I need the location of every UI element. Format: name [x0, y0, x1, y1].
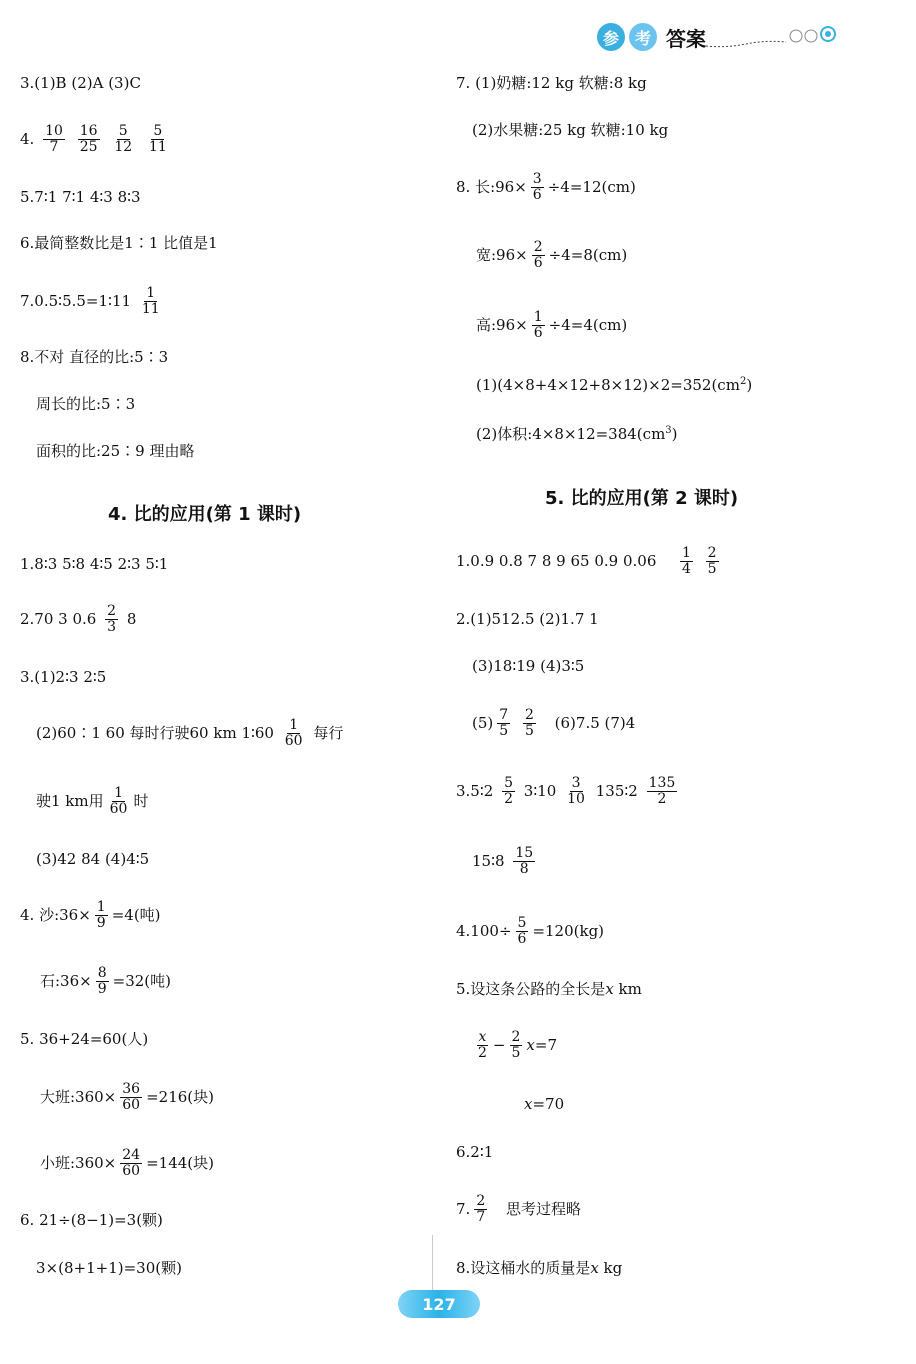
fraction: $\frac{5}{6}$ — [517, 915, 527, 948]
answer-l-p5-b — [40, 1082, 214, 1114]
answer-r-q8-c-head: 高:96× — [476, 315, 528, 334]
fraction: $\frac{1}{6}$ — [533, 309, 543, 342]
answer-r-q8-d — [476, 377, 752, 393]
answer-l-p4-a-tail: =4(吨) — [111, 905, 161, 924]
fraction: $\frac{16}{25}$ — [79, 123, 98, 156]
answer-r-r3-a — [456, 776, 681, 808]
answer-l-p4-a-head: 4. 沙:36× — [20, 905, 91, 924]
answer-r-r7 — [456, 1194, 581, 1226]
fraction: $\frac{5}{12}$ — [114, 123, 133, 156]
column-divider — [432, 1235, 433, 1295]
answer-l-p5-b-head: 大班:360× — [40, 1087, 117, 1106]
answer-r-r1-text: 1.0.9 0.8 7 8 9 65 0.9 0.06 — [456, 551, 657, 570]
fraction: $\frac{7}{5}$ — [499, 707, 509, 740]
answer-l-q7 — [20, 286, 166, 318]
answer-l-q6: 6.最简整数比是1∶1 比值是1 — [20, 234, 218, 252]
answer-r-q8-a-head: 8. 长:96× — [456, 177, 527, 196]
fraction: $\frac{1}{11}$ — [141, 285, 160, 318]
answer-r-r8-tail: kg — [598, 1259, 623, 1277]
answer-r-r5-a-tail: km — [613, 980, 642, 998]
answer-l-p3-a: 3.(1)2∶3 2∶5 — [20, 668, 107, 686]
variable: x — [590, 1259, 599, 1277]
answer-l-p3-c — [36, 786, 148, 818]
answer-r-q7-b: (2)水果糖:25 kg 软糖:10 kg — [472, 121, 669, 139]
answer-r-r6: 6.2∶1 — [456, 1143, 494, 1161]
answer-r-q8-d-tail: ) — [746, 376, 753, 394]
fraction: $\frac{10}{7}$ — [45, 123, 63, 156]
fraction: $\frac{3}{10}$ — [567, 775, 585, 808]
fraction: $\frac{2}{6}$ — [533, 239, 543, 272]
decorative-swirl-icon — [706, 22, 856, 52]
fraction: $\frac{2}{7}$ — [476, 1193, 486, 1226]
minus-sign: − — [492, 1035, 506, 1054]
answer-r-q8-b — [476, 240, 627, 272]
answer-r-r7-head: 7. — [456, 1199, 471, 1218]
answer-r-r5-a-head: 5.设这条公路的全长是 — [456, 980, 606, 998]
variable: x — [524, 1095, 533, 1113]
answer-r-r5-a — [456, 982, 642, 997]
section-heading-1: 4. 比的应用(第 1 课时) — [108, 504, 302, 525]
answer-l-p6-a: 6. 21÷(8−1)=3(颗) — [20, 1211, 163, 1229]
answer-l-p2-text: 2.70 3 0.6 — [20, 609, 97, 628]
header-title: 答案 — [666, 26, 706, 51]
variable: x — [526, 1035, 535, 1054]
variable: x — [605, 980, 614, 998]
answer-l-q8-b: 周长的比:5∶3 — [36, 395, 136, 413]
fraction: $\frac{2}{5}$ — [524, 707, 534, 740]
answer-l-p1: 1.8∶3 5∶8 4∶5 2∶3 5∶1 — [20, 555, 169, 573]
answer-l-p5-b-tail: =216(块) — [146, 1087, 214, 1106]
fraction: $\frac{2}{3}$ — [107, 603, 117, 636]
superscript: 3 — [665, 425, 672, 436]
answer-l-p2-tail: 8 — [126, 609, 137, 628]
fraction: $\frac{1}{9}$ — [96, 899, 106, 932]
answer-r-r3-a-2: 3∶10 — [523, 781, 557, 800]
answer-r-r7-tail: 思考过程略 — [506, 1199, 582, 1218]
answer-r-q8-e — [476, 426, 678, 442]
answer-r-q7-a: 7. (1)奶糖:12 kg 软糖:8 kg — [456, 74, 647, 92]
answer-r-r8 — [456, 1261, 622, 1276]
answer-r-r5-b — [472, 1030, 557, 1062]
answer-l-p5-c — [40, 1148, 214, 1180]
fraction: $\frac{3}{6}$ — [532, 171, 542, 204]
answer-r-r2-c-head: (5) — [472, 713, 494, 732]
answer-r-r3-a-1: 3.5∶2 — [456, 781, 494, 800]
badge-char-1: 参 — [596, 22, 626, 52]
answer-r-q8-b-head: 宽:96× — [476, 245, 528, 264]
answer-l-p3-b-tail: 每行 — [313, 723, 344, 742]
answer-l-p3-c-head: 驶1 km用 — [36, 791, 104, 810]
answer-r-r4-tail: =120(kg) — [532, 921, 605, 940]
fraction: $\frac{2}{5}$ — [511, 1029, 521, 1062]
header-badge — [596, 20, 856, 54]
fraction: $\frac{1}{60}$ — [109, 785, 128, 818]
fraction: $\frac{8}{9}$ — [97, 965, 107, 998]
fraction: $\frac{15}{8}$ — [515, 845, 534, 878]
answer-r-r2-a: 2.(1)512.5 (2)1.7 1 — [456, 610, 599, 628]
fraction: $\frac{135}{2}$ — [648, 775, 676, 808]
answer-l-p6-b: 3×(8+1+1)=30(颗) — [36, 1259, 182, 1277]
section-heading-2: 5. 比的应用(第 2 课时) — [545, 488, 739, 509]
answer-r-q8-a-tail: ÷4=12(cm) — [547, 177, 636, 196]
answer-l-q7-text: 7.0.5∶5.5=1∶11 — [20, 291, 132, 310]
answer-r-r5-b-tail: =7 — [534, 1035, 558, 1054]
fraction: $\frac{5}{11}$ — [148, 123, 167, 156]
answer-l-q5: 5.7∶1 7∶1 4∶3 8∶3 — [20, 188, 141, 206]
answer-r-r3-b — [472, 846, 539, 878]
answer-r-r4 — [456, 916, 604, 948]
answer-r-r1 — [456, 546, 723, 578]
answer-l-p5-a: 5. 36+24=60(人) — [20, 1030, 149, 1048]
fraction: $\frac{2}{5}$ — [707, 545, 717, 578]
answer-r-q8-d-head: (1)(4×8+4×12+8×12)×2=352(cm — [476, 376, 740, 394]
answer-r-r8-head: 8.设这桶水的质量是 — [456, 1259, 591, 1277]
answer-l-p3-d: (3)42 84 (4)4∶5 — [36, 850, 150, 868]
fraction: $\frac{24}{60}$ — [122, 1147, 141, 1180]
answer-l-p4-b — [40, 966, 171, 998]
answer-r-r2-c — [472, 708, 635, 740]
answer-l-p3-b — [36, 718, 343, 750]
answer-l-q8-c: 面积的比:25∶9 理由略 — [36, 442, 195, 460]
answer-r-r5-c — [524, 1097, 564, 1112]
answer-l-p3-c-tail: 时 — [133, 791, 149, 810]
answer-l-q4-prefix: 4. — [20, 129, 35, 148]
answer-l-q8-a: 8.不对 直径的比:5∶3 — [20, 348, 169, 366]
fraction: $\frac{1}{4}$ — [681, 545, 691, 578]
answer-r-q8-e-tail: ) — [671, 425, 678, 443]
answer-l-p2 — [20, 604, 136, 636]
answer-r-r5-c-tail: =70 — [532, 1095, 565, 1113]
answer-r-r3-a-3: 135∶2 — [595, 781, 638, 800]
answer-r-q8-e-head: (2)体积:4×8×12=384(cm — [476, 425, 666, 443]
badge-char-2: 考 — [628, 22, 658, 52]
answer-l-p4-b-tail: =32(吨) — [112, 971, 172, 990]
answer-r-r4-head: 4.100÷ — [456, 921, 512, 940]
fraction: $\frac{5}{2}$ — [504, 775, 514, 808]
answer-r-r3-b-1: 15∶8 — [472, 851, 505, 870]
answer-r-q8-c — [476, 310, 627, 342]
answer-l-p3-b-text: (2)60∶1 60 每时行驶60 km 1∶60 — [36, 723, 274, 742]
answer-r-q8-a — [456, 172, 636, 204]
answer-l-q3: 3.(1)B (2)A (3)C — [20, 74, 141, 92]
fraction: $\frac{1}{60}$ — [284, 717, 303, 750]
superscript: 2 — [739, 376, 747, 387]
fraction: $\frac{36}{60}$ — [122, 1081, 141, 1114]
answer-l-q4 — [20, 124, 173, 156]
answer-l-p4-b-head: 石:36× — [40, 971, 92, 990]
page-number: 127 — [398, 1290, 480, 1318]
answer-r-r2-c-tail: (6)7.5 (7)4 — [554, 713, 636, 732]
answer-r-q8-c-tail: ÷4=4(cm) — [548, 315, 628, 334]
fraction: $\frac{x}{2}$ — [478, 1029, 487, 1062]
answer-l-p5-c-tail: =144(块) — [146, 1153, 214, 1172]
answer-r-q8-b-tail: ÷4=8(cm) — [548, 245, 628, 264]
page-number-badge — [398, 1290, 480, 1318]
answer-r-r2-b: (3)18∶19 (4)3∶5 — [472, 657, 585, 675]
answer-l-p4-a — [20, 900, 161, 932]
answer-l-p5-c-head: 小班:360× — [40, 1153, 117, 1172]
